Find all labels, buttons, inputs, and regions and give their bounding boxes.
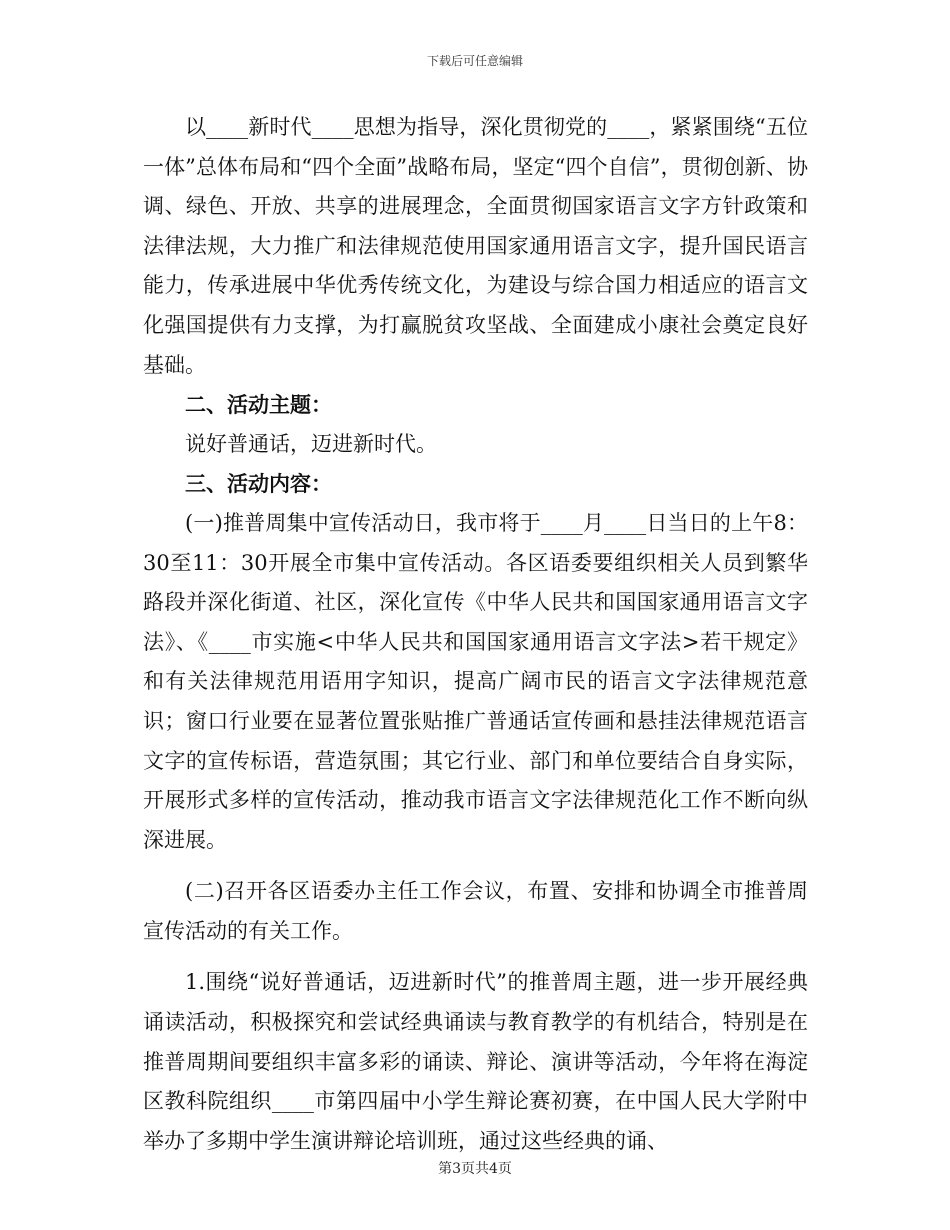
- section-heading-theme: 二、活动主题：: [185, 392, 332, 418]
- paragraph-activity-1: (一)推普周集中宣传活动日，我市将于____月____日当日的上午8：30至11：30开展全市集中宣传活动。各区语委要组织相关人员到繁华路段并深化街道、社区，深化宣传《中华人民共和国国家通用语言文字法》、《____市实施<中华人民共和国国家通用语言文字法>若干规定》和有关法律规范用语用字知识，提高广阔市民的语言文字法律规范意识；窗口行业要在显著位置张贴推广普通话宣传画和悬挂法律规范语言文字的宣传标语，营造氛围；其它行业、部门和单位要结合自身实际，开展形式多样的宣传活动，推动我市语言文字法律规范化工作不断向纵深进展。: [143, 510, 808, 852]
- paragraph-guiding-principle: 以____新时代____思想为指导，深化贯彻党的____，紧紧围绕“五位一体”总体布局和“四个全面”战略布局，坚定“四个自信”，贯彻创新、协调、绿色、开放、共享的进展理念，全面贯彻国家语言文字方针政策和法律法规，大力推广和法律规范使用国家通用语言文字，提升国民语言能力，传承进展中华优秀传统文化，为建设与综合国力相适应的语言文化强国提供有力支撑，为打赢脱贫攻坚战、全面建成小康社会奠定良好基础。: [143, 115, 808, 377]
- document-body: [143, 108, 808, 1161]
- page-footer: 第3页共4页: [438, 1161, 512, 1177]
- page-header: 下载后可任意编辑: [426, 54, 523, 68]
- section-heading-content: 三、活动内容：: [185, 471, 332, 497]
- paragraph-theme: 说好普通话，迈进新时代。: [185, 431, 437, 456]
- paragraph-item-1: 1.围绕“说好普通话，迈进新时代”的推普周主题，进一步开展经典诵读活动，积极探究和尝试经典诵读与教育教学的有机结合，特别是在推普周期间要组织丰富多彩的诵读、辩论、演讲等活动，今年将在海淀区教科院组织____市第四届中小学生辩论赛初赛，在中国人民大学附中举办了多期中学生演讲辩论培训班，通过这些经典的诵、: [143, 970, 808, 1153]
- paragraph-activity-2: (二)召开各区语委办主任工作会议，布置、安排和协调全市推普周宣传活动的有关工作。: [143, 879, 808, 943]
